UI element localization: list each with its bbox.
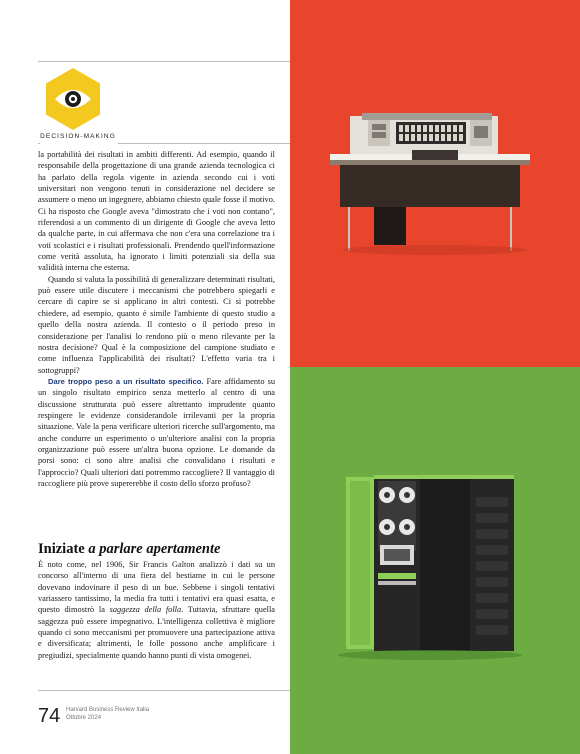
decision-making-badge bbox=[43, 66, 103, 132]
page-number: 74 bbox=[38, 705, 61, 727]
subheading-italic: a parlare apertamente bbox=[88, 541, 221, 557]
tip-lead: Dare troppo peso a un risultato specifico. bbox=[48, 376, 204, 386]
label-rule-left bbox=[38, 143, 40, 144]
label-rule-right bbox=[118, 143, 290, 144]
tip-paragraph bbox=[38, 376, 275, 489]
vintage-computer-console bbox=[290, 0, 580, 367]
subheading-plain: Iniziate bbox=[38, 541, 89, 557]
publication-info bbox=[66, 706, 149, 722]
paragraph: È noto come, nel 1906, Sir Francis Galton analizzò i dati su un concorso all'interno di una fiera del bestiame in cui le persone dovevano indovinare il peso di un bue. Sebbene i singoli tentativi variassero tantissimo, la media fra tutti i tentativi era quasi esatta, e questo dimostrò la saggezza della folla. Tuttavia, sfruttare quella saggezza può essere impegnativo. L'intelligenza collettiva è migliore quando ci sono meccanismi per promuovere una partecipazione attiva e diversificata; altrimenti, le folle possono anche amplificare i pregiudizi, specialmente quando hanno punti di vista omogenei. bbox=[38, 560, 275, 660]
paragraph: Quando si valuta la possibilità di generalizzare determinati risultati, può essere utile discutere i meccanismi che potrebbero spiegarli e cercare di capire se si applicano in altri contesti. Ci si potrebbe chiedere, ad esempio, quanto è simile l'ambiente di questo studio a quello della nostra azienda. Il contesto o il periodo preso in considerazione per l'analisi lo rendono più o meno rilevante per la nostra decisione? Qual è la composizione del campione studiato e come influenza l'applicabilità dei risultati? L'effetto varia tra i sottogruppi? bbox=[38, 274, 275, 375]
bottom-illustration bbox=[290, 367, 580, 754]
paragraph: la portabilità dei risultati in ambiti differenti. Ad esempio, quando il responsabile della progettazione di una grande azienda tecnologica ci ha parlato della regola vigente in azienda secondo cui i voti universitari non vengono tenuti in considerazione nel decidere se assumere o meno un ingegnere, abbiamo chiesto quale fosse il motivo. Ci ha risposto che Google aveva "dimostrato che i voti non contano", riferendosi a un commento di un dirigente di Google che aveva letto da qualche parte, in cui affermava che non c'era una correlazione tra i voti scolastici e i risultati professionali. Prendendo quell'informazione come verità assoluta, ha ignorato i limiti potenziali sia della sua validità interna che esterna. bbox=[38, 150, 275, 273]
tip-text: Fare affidamento su un singolo risultato empirico senza metterlo al centro di una discussione strutturata può essere altrettanto imprudente quanto respingere le evidenze considerandole irrilevanti per la propria situazione. Vale la pena verificare ulteriori ricerche sull'argomento, ma anche condurre un esperimento o un'ulteriore analisi con la propria organizzazione può essere un'altra buona opzione. Le domande da porsi sono: ci sono altre analisi che convalidano i risultati e l'approccio? Quali ulteriori dati potremmo raccogliere? Il vantaggio di raccogliere più prove supererebbe il costo dello sforzo profuso? bbox=[38, 376, 275, 488]
section-body bbox=[38, 559, 275, 661]
emphasis: saggezza della folla bbox=[109, 605, 182, 615]
subheading bbox=[38, 541, 220, 558]
mainframe-tape-cabinet bbox=[290, 367, 580, 754]
top-illustration bbox=[290, 0, 580, 367]
section-label: DECISION-MAKING bbox=[40, 133, 116, 140]
top-divider bbox=[38, 61, 290, 62]
article-body bbox=[38, 149, 275, 489]
issue-date: Ottobre 2024 bbox=[66, 715, 102, 721]
publication-name: Harvard Business Review Italia bbox=[66, 707, 150, 713]
bottom-divider bbox=[38, 690, 290, 691]
